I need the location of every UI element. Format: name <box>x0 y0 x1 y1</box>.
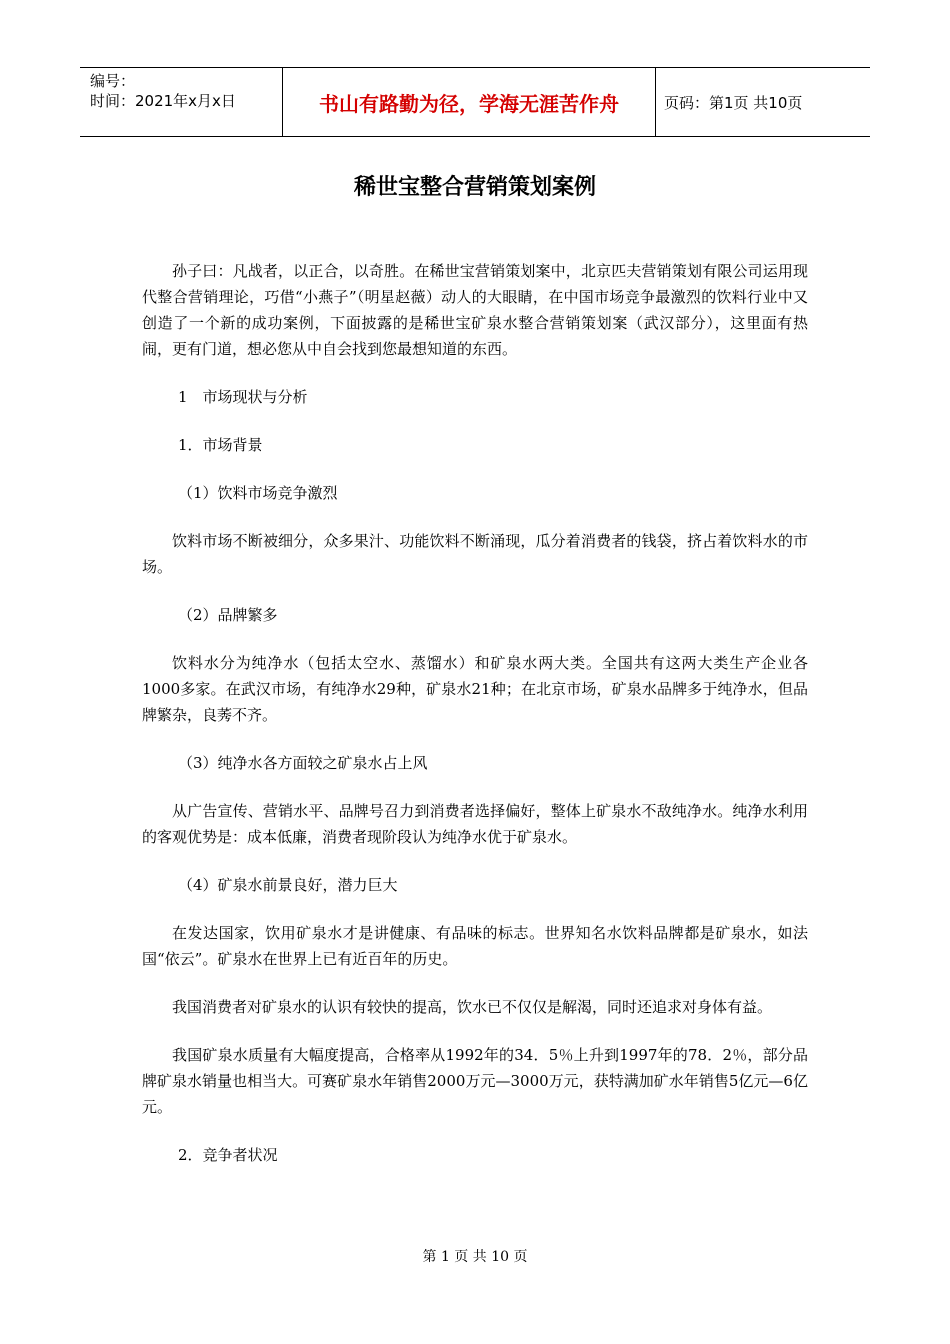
item-heading: （1）饮料市场竞争激烈 <box>178 484 338 502</box>
page-footer: 第 1 页 共 10 页 <box>422 1249 528 1265</box>
paragraph: 我国消费者对矿泉水的认识有较快的提高，饮水已不仅仅是解渴，同时还追求对身体有益。 <box>172 998 773 1016</box>
paragraph: 饮料市场不断被细分，众多果汁、功能饮料不断涌现，瓜分着消费者的钱袋，挤占着饮料水的市场。 <box>142 532 808 576</box>
document-body <box>142 258 808 1168</box>
item-heading: （2）品牌繁多 <box>178 606 278 624</box>
subsection-heading: 2．竞争者状况 <box>178 1146 278 1164</box>
item-heading: （3）纯净水各方面较之矿泉水占上风 <box>178 754 428 772</box>
paragraph: 我国矿泉水质量有大幅度提高，合格率从1992年的34．5％上升到1997年的78．2％，部分品牌矿泉水销量也相当大。可赛矿泉水年销售2000万元—3000万元，获特满加矿水年销售5亿元—6亿元。 <box>142 1046 808 1116</box>
paragraph: 从广告宣传、营销水平、品牌号召力到消费者选择偏好，整体上矿泉水不敌纯净水。纯净水利用的客观优势是：成本低廉，消费者现阶段认为纯净水优于矿泉水。 <box>142 802 808 846</box>
number-label: 编号： <box>90 72 136 90</box>
header-slogan: 书山有路勤为径，学海无涯苦作舟 <box>282 68 656 136</box>
intro-paragraph: 孙子曰：凡战者，以正合，以奇胜。在稀世宝营销策划案中，北京匹夫营销策划有限公司运用现代整合营销理论，巧借“小燕子”（明星赵薇）动人的大眼睛，在中国市场竞争最激烈的饮料行业中又创造了一个新的成功案例，下面披露的是稀世宝矿泉水整合营销策划案（武汉部分），这里面有热闹，更有门道，想必您从中自会找到您最想知道的东西。 <box>142 262 808 358</box>
subsection-heading: 1．市场背景 <box>178 436 263 454</box>
document-title: 稀世宝整合营销策划案例 <box>353 175 596 200</box>
header-table <box>80 67 870 137</box>
header-meta <box>80 68 282 136</box>
time-label: 时间：2021年x月x日 <box>90 92 236 110</box>
paragraph: 在发达国家，饮用矿泉水才是讲健康、有品味的标志。世界知名水饮料品牌都是矿泉水，如法国“依云”。矿泉水在世界上已有近百年的历史。 <box>142 924 808 968</box>
section-heading: 1 市场现状与分析 <box>178 388 308 406</box>
header-page-info: 页码：第1页 共10页 <box>664 93 803 112</box>
item-heading: （4）矿泉水前景良好，潜力巨大 <box>178 876 398 894</box>
paragraph: 饮料水分为纯净水（包括太空水、蒸馏水）和矿泉水两大类。全国共有这两大类生产企业各1000多家。在武汉市场，有纯净水29种，矿泉水21种；在北京市场，矿泉水品牌多于纯净水，但品牌繁杂，良莠不齐。 <box>142 654 808 724</box>
